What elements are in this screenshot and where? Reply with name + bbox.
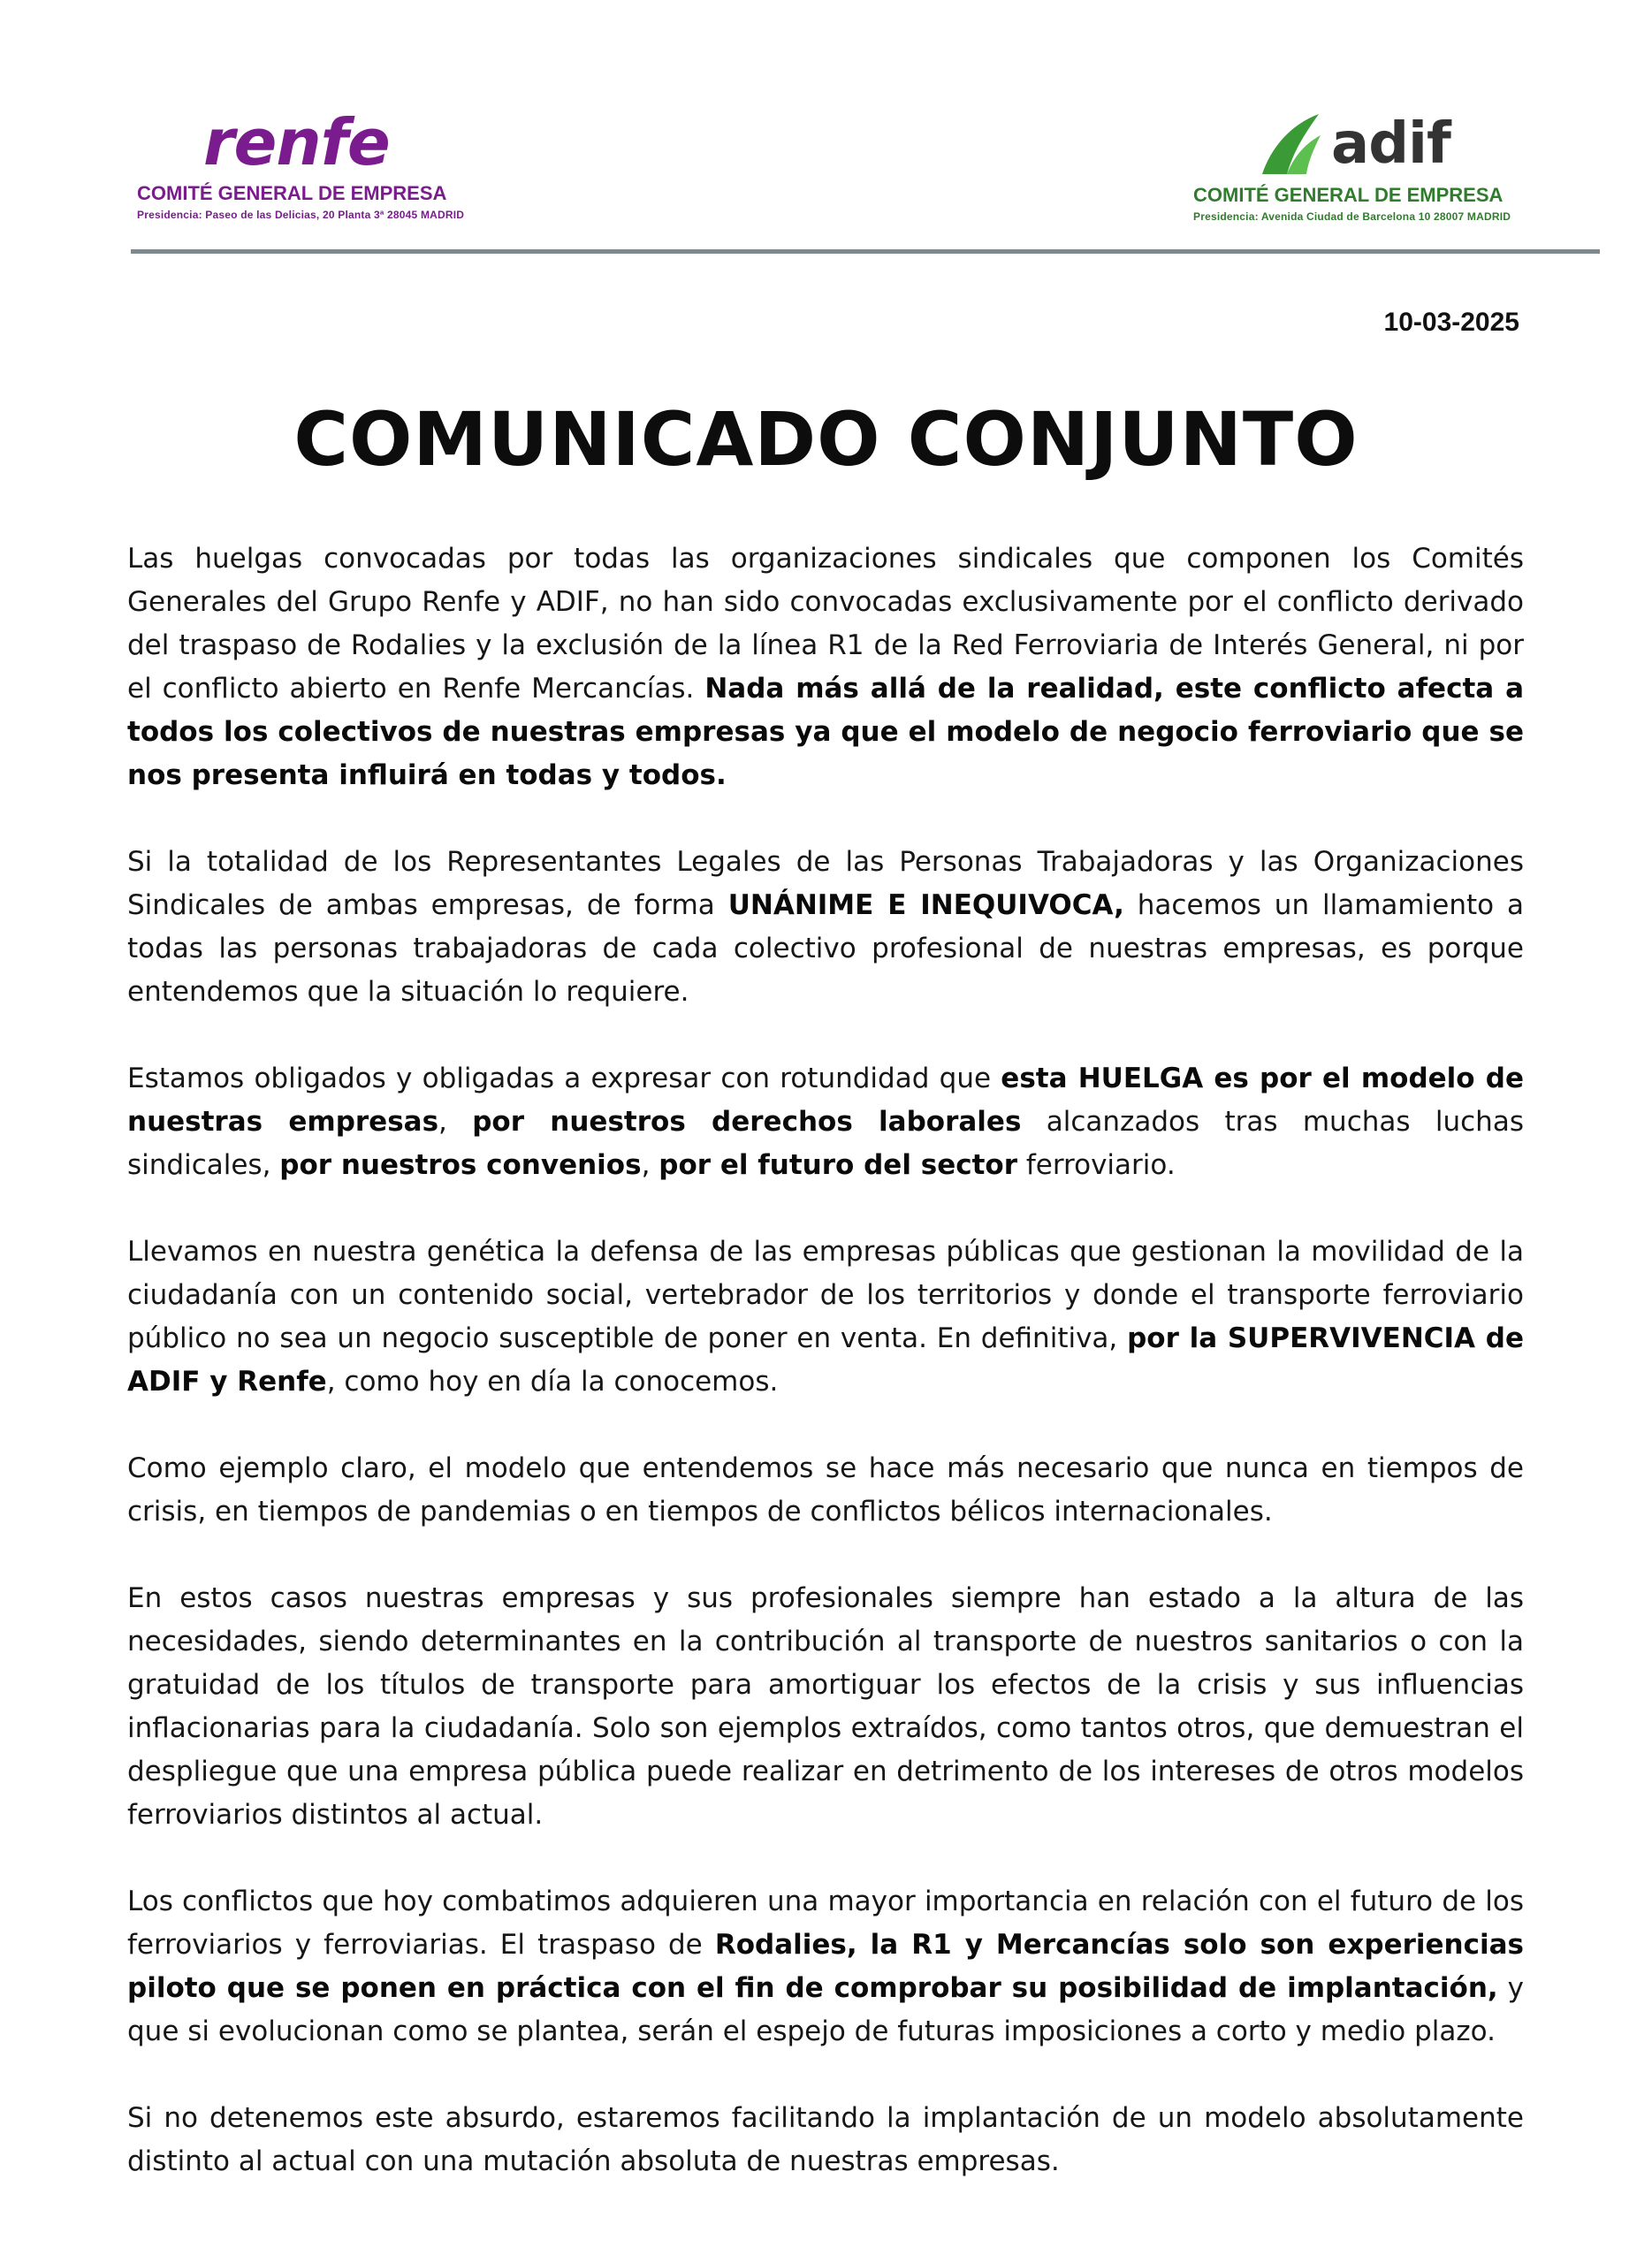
text-run: Llevamos en nuestra genética la defensa de las empresas públicas que gestionan la movilidad de la ciudadanía con un contenido social, vertebrador de los territorios y donde el transporte ferroviario público no sea un negocio susceptible de poner en venta. En definitiva, — [127, 1236, 1524, 1354]
text-run: alcanzados tras muchas luchas sindicales, — [127, 1106, 1524, 1181]
text-run: y que si evolucionan como se plantea, serán el espejo de futuras imposiciones a corto y medio plazo. — [127, 1972, 1525, 2047]
adif-committee-name: COMITÉ GENERAL DE EMPRESA — [1193, 184, 1504, 206]
bold-text: esta HUELGA es por el modelo de nuestras empresas — [127, 1063, 1524, 1138]
adif-leaf-icon — [1255, 109, 1326, 179]
paragraph — [127, 841, 1524, 1014]
bold-text: UNÁNIME E INEQUIVOCA, — [727, 889, 1124, 921]
letterhead — [0, 0, 1652, 265]
paragraph — [127, 1231, 1524, 1404]
paragraph — [127, 537, 1524, 797]
bold-text: por nuestros convenios — [279, 1149, 642, 1181]
bold-text: por el futuro del sector — [659, 1149, 1018, 1181]
text-run: Si no detenemos este absurdo, estaremos facilitando la implantación de un modelo absolutamente distinto al actual con una mutación absoluta de nuestras empresas. — [127, 2102, 1524, 2177]
renfe-logo: renfe — [203, 105, 390, 179]
text-run: , — [641, 1149, 659, 1181]
bold-text: Nada más allá de la realidad, este conflicto afecta a todos los colectivos de nuestras empresas ya que el modelo de negocio ferroviario que se nos presenta influirá en todas y todos. — [127, 673, 1524, 791]
bold-text: Rodalies, la R1 y Mercancías solo son experiencias piloto que se ponen en práctica con el fin de comprobar su posibilidad de implantación, — [127, 1929, 1525, 2004]
paragraph — [127, 1577, 1524, 1837]
renfe-letterhead — [137, 106, 544, 221]
text-run: Como ejemplo claro, el modelo que entendemos se hace más necesario que nunca en tiempos de crisis, en tiempos de pandemias o en tiempos de conflictos bélicos internacionales. — [127, 1452, 1524, 1528]
text-run: Si la totalidad de los Representantes Legales de las Personas Trabajadoras y las Organizaciones Sindicales de ambas empresas, de forma — [127, 846, 1524, 921]
bold-text: por la SUPERVIVENCIA de ADIF y Renfe — [127, 1322, 1524, 1398]
text-run: hacemos un llamamiento a todas las personas trabajadoras de cada colectivo profesional de nuestras empresas, es porque entendemos que la situación lo requiere. — [127, 889, 1525, 1008]
text-run: Las huelgas convocadas por todas las organizaciones sindicales que componen los Comités Generales del Grupo Renfe y ADIF, no han sido convocadas exclusivamente por el conflicto derivado del traspaso de Rodalies y la exclusión de la línea R1 de la Red Ferroviaria de Interés General, ni por el conflicto abierto en Renfe Mercancías. — [127, 543, 1524, 705]
adif-logo-text: adif — [1331, 111, 1450, 177]
text-run: , — [438, 1106, 473, 1138]
renfe-committee-address: Presidencia: Paseo de las Delicias, 20 Planta 3ª 28045 MADRID — [137, 209, 465, 221]
document-date: 10-03-2025 — [1383, 308, 1519, 337]
text-run: Estamos obligados y obligadas a expresar con rotundidad que — [127, 1063, 1001, 1094]
text-run: , como hoy en día la conocemos. — [326, 1366, 779, 1398]
renfe-committee-name: COMITÉ GENERAL DE EMPRESA — [137, 182, 447, 204]
text-run: En estos casos nuestras empresas y sus profesionales siempre han estado a la altura de las necesidades, siendo determinantes en la contribución al transporte de nuestros sanitarios o con la gratuidad de los títulos de transporte para amortiguar los efectos de la crisis y sus influencias inflacionarias para la ciudadanía. Solo son ejemplos extraídos, como tantos otros, que demuestran el despliegue que una empresa pública puede realizar en detrimento de los intereses de otros modelos ferroviarios distintos al actual. — [127, 1582, 1524, 1831]
paragraph — [127, 1447, 1524, 1534]
bold-text: por nuestros derechos laborales — [472, 1106, 1022, 1138]
paragraph — [127, 1880, 1524, 2053]
document-body — [127, 537, 1524, 2227]
text-run: ferroviario. — [1017, 1149, 1176, 1181]
adif-logo — [1255, 104, 1582, 184]
paragraph — [127, 2097, 1524, 2183]
text-run: Los conflictos que hoy combatimos adquieren una mayor importancia en relación con el futuro de los ferroviarios y ferroviarias. El traspaso de — [127, 1886, 1524, 1961]
header-divider — [131, 249, 1600, 254]
adif-committee-address: Presidencia: Avenida Ciudad de Barcelona 10 28007 MADRID — [1193, 210, 1511, 223]
adif-letterhead — [1193, 104, 1582, 223]
document-title: COMUNICADO CONJUNTO — [293, 396, 1359, 483]
paragraph — [127, 1057, 1524, 1187]
